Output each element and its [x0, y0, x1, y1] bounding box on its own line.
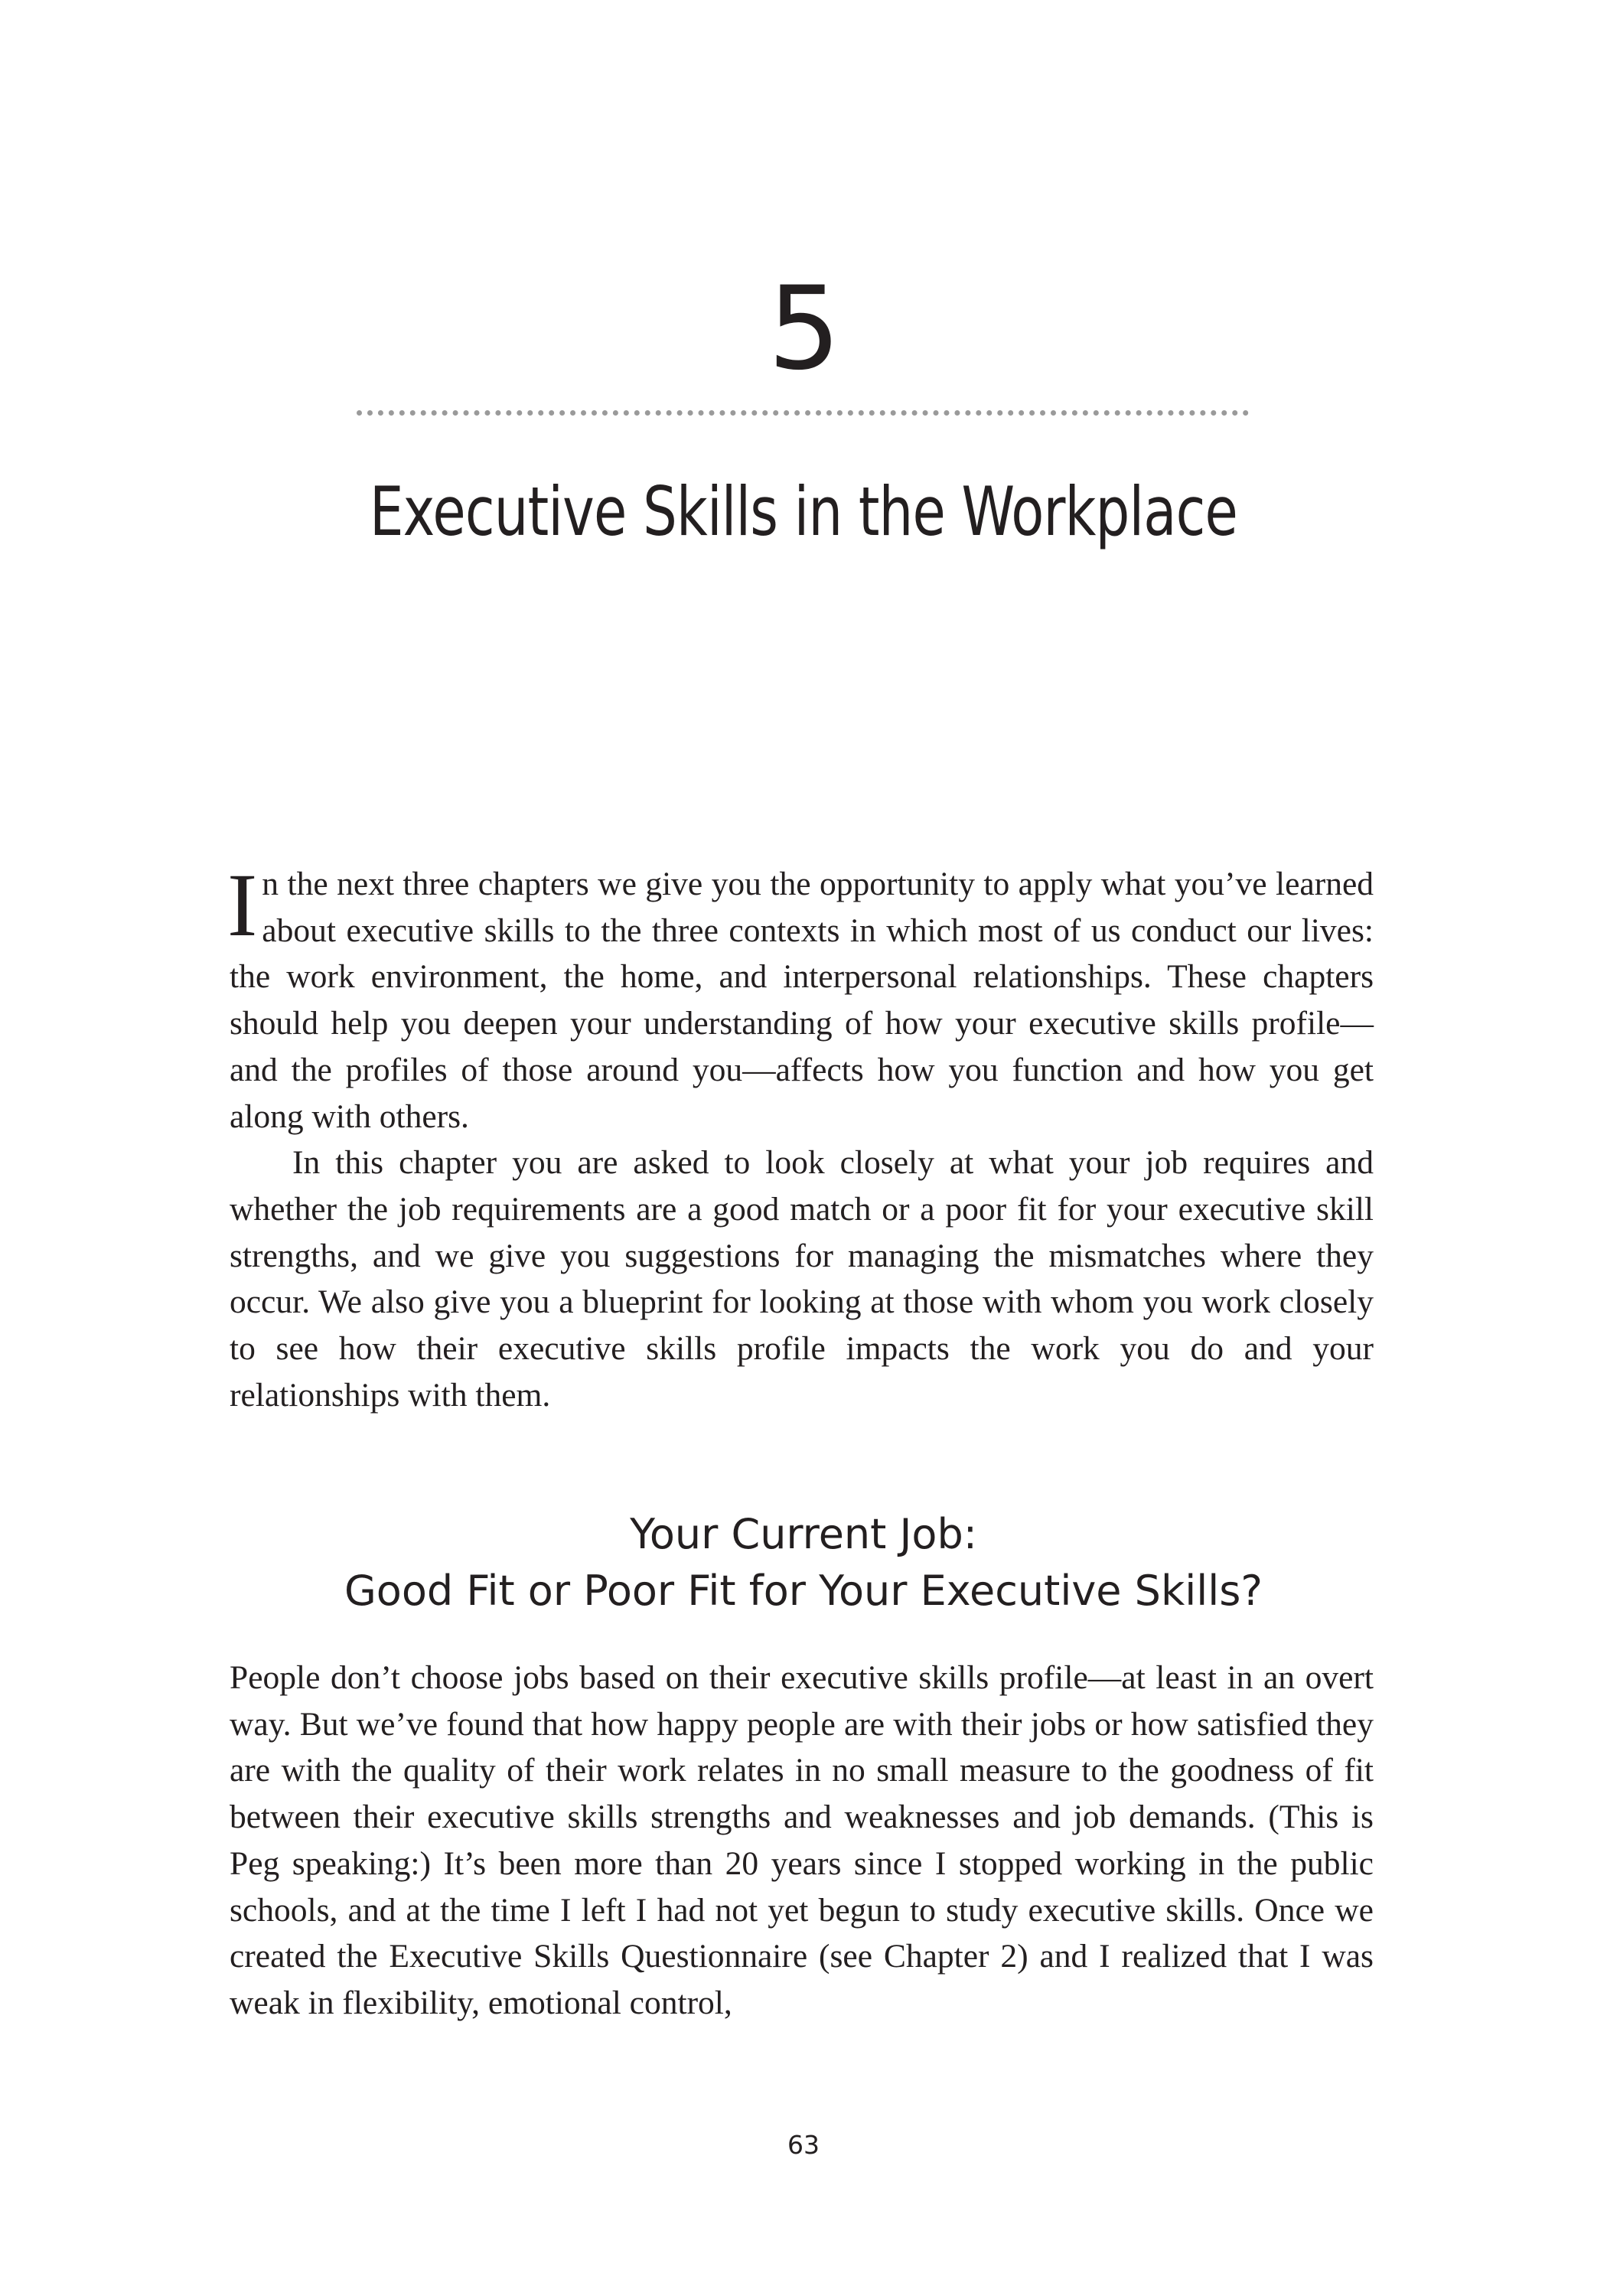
section-heading: [0, 1506, 1607, 1619]
chapter-number: 5: [768, 263, 839, 396]
intro-paragraph-1-text: n the next three chapters we give you the opportunity to apply what you’ve learned about executive skills to the three contexts in which most of us conduct our lives: the work environment, the home, and interpersonal relationships. These chapters should help you deepen your understanding of how your executive skills profile—and the profiles of those around you—affects how you function and how you get along with others.: [230, 866, 1374, 1135]
dotted-divider: [357, 410, 1249, 416]
section-heading-line-1: Your Current Job:: [630, 1510, 977, 1558]
intro-paragraph-2: In this chapter you are asked to look closely at what your job requires and whether the job requirements are a good match or a poor fit for your executive skill strengths, and we give you suggestions for managing the mismatches where they occur. We also give you a blueprint for looking at those with whom you work closely to see how their executive skills profile impacts the work you do and your relationships with them.: [230, 1144, 1374, 1414]
intro-text: [227, 855, 1374, 1418]
section-text: [230, 1655, 1374, 2027]
section-paragraph-1: People don’t choose jobs based on their executive skills profile—at least in an overt way. But we’ve found that how happy people are with their jobs or how satisfied they are with the quality of their work relates in no small measure to the goodness of fit between their executive skills strengths and weaknesses and job demands. (This is Peg speaking:) It’s been more than 20 years since I stopped working in the public schools, and at the time I left I had not yet begun to study executive skills. Once we created the Executive Skills Questionnaire (see Chapter 2) and I realized that I was weak in flexibility, emotional control,: [230, 1659, 1374, 2021]
section-heading-line-2: Good Fit or Poor Fit for Your Executive Skills?: [344, 1567, 1263, 1615]
drop-cap: I: [227, 855, 258, 955]
page-number: 63: [787, 2130, 820, 2160]
intro-paragraph-1: [227, 855, 1374, 1140]
chapter-title: Executive Skills in the Workplace: [369, 472, 1238, 551]
